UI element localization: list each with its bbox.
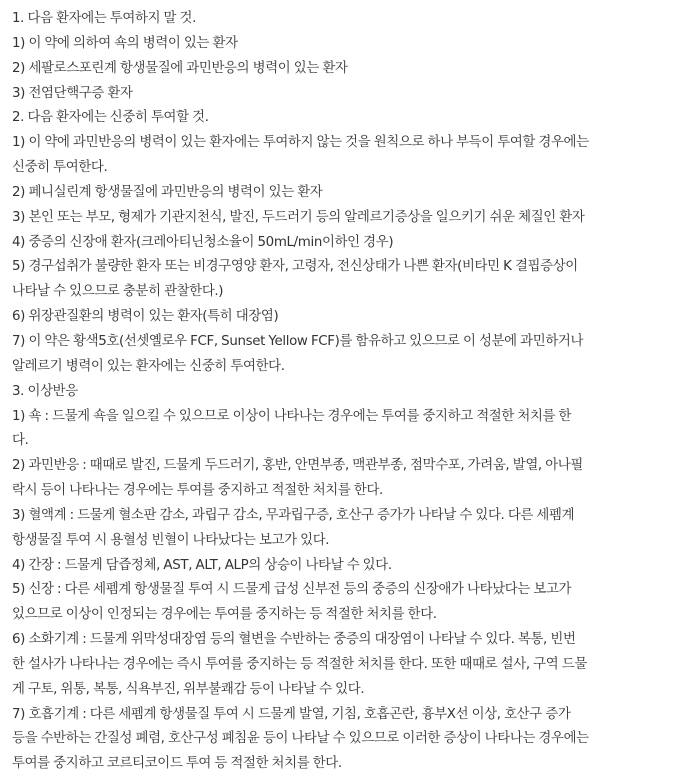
text-line: 1) 이 약에 의하여 쇽의 병력이 있는 환자 (12, 35, 238, 51)
text-line: 6) 위장관질환의 병력이 있는 환자(특히 대장염) (12, 309, 279, 325)
text-line: 등을 수반하는 간질성 폐렴, 호산구성 폐침윤 등이 나타날 수 있으므로 이러한 증상이 나타나는 경우에는 (12, 731, 589, 747)
text-line: 2. 다음 환자에는 신중히 투여할 것. (12, 110, 209, 126)
text-line: 1. 다음 환자에는 투여하지 말 것. (12, 11, 197, 26)
text-line: 7) 이 약은 황색5호(선셋옐로우 FCF, Sunset Yellow FCF)를 함유하고 있으므로 이 성분에 과민하거나 (12, 333, 584, 349)
text-line: 나타날 수 있으므로 충분히 관찰한다.) (12, 284, 224, 300)
text-line: 6) 소화기계 : 드물게 위막성대장염 등의 혈변을 수반하는 중증의 대장염이 나타날 수 있다. 복통, 빈번 (12, 632, 576, 648)
text-line: 다. (12, 433, 29, 449)
text-line: 4) 간장 : 드물게 담즙정체, AST, ALT, ALP의 상승이 나타날 수 있다. (12, 557, 392, 573)
text-line: 2) 세팔로스포린계 항생물질에 과민반응의 병력이 있는 환자 (12, 60, 348, 76)
text-line: 7) 호흡기계 : 다른 세펨계 항생물질 투여 시 드물게 발열, 기침, 호흡곤란, 흉부X선 이상, 호산구 증가 (12, 706, 571, 722)
text-line: 알레르기 병력이 있는 환자에는 신중히 투여한다. (12, 358, 285, 374)
text-line: 5) 신장 : 다른 세펨계 항생물질 투여 시 드물게 급성 신부전 등의 중증의 신장애가 나타났다는 보고가 (12, 582, 572, 598)
text-line: 3) 전염단핵구증 환자 (12, 85, 133, 101)
text-line: 4) 중증의 신장애 환자(크레아티닌청소율이 50mL/min이하인 경우) (12, 234, 394, 250)
text-line: 3) 본인 또는 부모, 형제가 기관지천식, 발진, 두드러기 등의 알레르기증상을 일으키기 쉬운 체질인 환자 (12, 209, 585, 225)
text-line: 투여를 중지하고 코르티코이드 투여 등 적절한 처치를 한다. (12, 756, 342, 772)
text-line: 2) 과민반응 : 때때로 발진, 드물게 두드러기, 홍반, 안면부종, 맥관부종, 점막수포, 가려움, 발열, 아나필 (12, 458, 583, 474)
text-line: 락시 등이 나타나는 경우에는 투여를 중지하고 적절한 처치를 한다. (12, 483, 383, 499)
text-line: 신중히 투여한다. (12, 160, 108, 176)
text-line: 2) 페니실린계 항생물질에 과민반응의 병력이 있는 환자 (12, 184, 323, 200)
text-line: 게 구토, 위통, 복통, 식욕부진, 위부불쾌감 등이 나타날 수 있다. (12, 681, 365, 697)
text-line: 한 설사가 나타나는 경우에는 즉시 투여를 중지하는 등 적절한 처치를 한다. 또한 때때로 설사, 구역 드물 (12, 656, 587, 672)
text-line: 3) 혈액계 : 드물게 혈소판 감소, 과립구 감소, 무과립구증, 호산구 증가가 나타날 수 있다. 다른 세펨계 (12, 507, 575, 523)
text-line: 3. 이상반응 (12, 383, 78, 399)
text-line: 1) 이 약에 과민반응의 병력이 있는 환자에는 투여하지 않는 것을 원칙으로 하나 부득이 투여할 경우에는 (12, 135, 589, 151)
text-line: 항생물질 투여 시 용혈성 빈혈이 나타났다는 보고가 있다. (12, 532, 330, 548)
text-line: 있으므로 이상이 인정되는 경우에는 투여를 중지하는 등 적절한 처치를 한다. (12, 607, 437, 623)
text-line: 5) 경구섭취가 불량한 환자 또는 비경구영양 환자, 고령자, 전신상태가 나쁜 환자(비타민 K 결핍증상이 (12, 259, 578, 275)
text-line: 1) 쇽 : 드물게 쇽을 일으킬 수 있으므로 이상이 나타나는 경우에는 투여를 중지하고 적절한 처치를 한 (12, 408, 572, 424)
